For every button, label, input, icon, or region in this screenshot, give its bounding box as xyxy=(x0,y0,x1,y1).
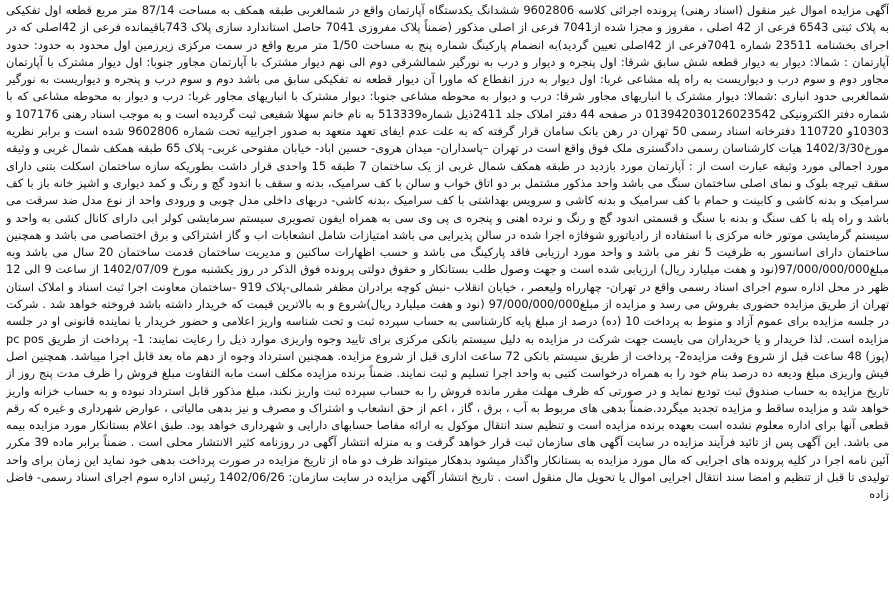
auction-notice-text: آگهی مزایده اموال غیر منقول (اسناد رهنی) پرونده اجرائی کلاسه 9602806 ششدانگ یکدستگاه آپارتمان واقع در شمالغربی طبقه همکف به مساحت 87/14 متر مربع قطعه اول تفکیکی به پلاک ثبتی 6543 فرعی از 42 اصلی ، مفروز و مجزا شده از7041 فرعی از اصلی مذکور (ضمناً پلاک مفروزی 7041 حاصل استاندارد سازی پلاک 743باقیمانده فرعی از 42اصلی که در اجرای بخشنامه 23511 شماره 7041فرعی از 42اصلی تعیین گردید)به انضمام پارکینگ شماره پنج به مساحت 1/50 متر مربع واقع در سمت مرکزی زیرزمین اول محدود به حدود: حدود آپارتمان : شمالا: دیوار به دیوار قطعه شش سابق شرقا: اول پنجره و دیوار و درب به نورگیر شمالشرقی دوم الی نهم دیوار مشترک با آپارتمان مجاور جنوبا: اول دیوار مشترک با آپارتمان مجاور دوم و سوم درب و دیواریست به راه پله مشاعی غربا: اول دیوار به درز انقطاع که ماورا آن دیوار قطعه نه تفکیکی سابق می باشد دوم و سوم درب و پنجره و دیواریست به نورگیر شمالغربی حدود انباری :شمالا: دیوار مشترک با انباریهای مجاور شرقا: درب و دیوار به محوطه مشاعی جنوبا: دیوار مشترک با انباریهای مجاور غربا: درب و دیوار به محوطه مشاعی که با شماره دفتر الکترونیکی 013942030126023542 در صفحه 44 دفتر املاک جلد 2411ذیل شماره513339 به نام خانم سهلا شفیعی ثبت گردیده است و به موجب اسناد رهنی 107176 و 10303و 110720 دفترخانه اسناد رسمی 50 تهران در رهن بانک سامان قرار گرفته که به علت عدم ایفای تعهد متعهد به صدور اجراییه تحت شماره 9602806 شده است و برابر نظریه مورخ1402/3/30 هیات کارشناسان رسمی دادگستری ملک فوق واقع است در تهران –پاسداران- میدان هروی- حسین اباد- خیابان مفتوحی غربی- پلاک 65 طبقه همکف شمال غربی و وثیقه مورد اجمالی مورد وثیقه عبارت است از : آپارتمان مورد بازدید در طبقه همکف شمال غربی از یک ساختمان 7 طبقه 15 واحدی قرار داشت بطوریکه سازه ساختمان اسکلت بتنی دارای سقف تیرچه بلوک و نمای اصلی ساختمان سنگ می باشد واحد مذکور مشتمل بر دو اتاق خواب و سالن با کف سرامیک، بدنه و سقف با اندود گچ و رنگ و کمد دیواری و اشپز خانه باز با کف سرامیک و بدنه کاشی و کابینت و حمام با کف سرامیک و بدنه کاشی و سرویس بهداشتی با کف سرامیک ،بدنه کاشی- دربهای داخلی مدل چوبی و ورودی واحد از نوع مدل ضد سرقت می باشد و راه پله با کف سنگ و بدنه با سنگ و قسمتی اندود گچ و رنگ و نرده اهنی و پنجره ی پی وی سی به همراه ایفون تصویری سیستم سرمایشی کولر ابی دارای کانال کشی به واحد و سیستم گرمایشی موتور خانه مرکزی با استفاده از رادیاتورو شوفاژه اجرا شده در سالن پذیرایی می باشد امتیازات شامل انشعابات اب و گاز اشتراکی و برق اختصاصی می باشد و همچنین ساختمان دارای اسانسور به ظرفیت 5 نفر می باشد و واحد مورد ارزیابی فاقد پارکینگ می باشد و حسب اظهارات ساکنین و مدیریت ساختمان قدمت ساختمان 20 سال می باشد وبه مبلغ97/000/000/000(نود و هفت میلیارد ریال) ارزیابی شده است و جهت وصول طلب بستانکار و حقوق دولتی پرونده فوق الذکر در روز یکشنبه مورخ 1402/07/09 از ساعت 9 الی 12 ظهر در محل اداره سوم اجرای اسناد رسمی واقع در تهران- چهارراه ولیعصر ، خیابان انقلاب -نبش کوچه برادران مظفر شمالی-پلاک 919 -ساختمان معاونت اجرا ثبت اسناد و املاک استان تهران از طریق مزایده حضوری بفروش می رسد و مزایده از مبلغ97/000/000/000 (نود و هفت میلیارد ریال)شروع و به بالاترین قیمت که خریدار داشته باشد فروخته خواهد شد . شرکت در جلسه مزایده برای عموم آزاد و منوط به پرداخت 10 (ده) درصد از مبلغ پایه کارشناسی به حساب سپرده ثبت و تحت شناسه واریز اعلامی و حضور خریدار یا نماینده قانونی او در جلسه مزایده است. لذا خریدار و یا خریداران می بایست جهت شرکت در مزایده به دلیل سیستم بانکی مرکزی برای تایید وجوه واریزی موارد ذیل را رعایت نمایند: 1- پرداخت از طریق pc pos (پوز) 48 ساعت قبل از شروع وقت مزایده2- پرداخت از طریق سیستم بانکی 72 ساعت اداری قبل از شروع مزایده. همچنین استرداد وجوه از دهم ماه بعد قابل اجرا میباشد. همچنین اصل فیش واریزی مبلغ ودیعه ده درصد بنام خود را به همراه درخواست کتبی به واحد اجرا تسلیم و ثبت نمایند. ضمناً برنده مزایده مکلف است مابه التفاوت مبلغ فروش را ظرف مدت پنج روز از تاریخ مزایده به حساب صندوق ثبت تودیع نماید و در صورتی که ظرف مهلت مقرر مانده فروش را به حساب سپرده ثبت واریز نکند، مبلغ مذکور قابل استرداد نبوده و به حساب خزانه واریز خواهد شد و مزایده ساقط و مزایده تجدید میگردد.ضمناً بدهی های مربوط به آب ، برق ، گاز ، اعم از حق انشعاب و اشتراک و مصرف و نیز بدهی مالیاتی ، عوارض شهرداری و غیره که رقم قطعی آنها برای اداره معلوم نشده است بعهده برنده مزایده است و تنظیم سند انتقال موکول به ارائه مفاصا حسابهای دارایی و شهرداری خواهد بود. طبق اعلام بستانکار مورد مزایده بیمه می باشد. این آگهی پس از تائید فرآیند مزایده در سایت آگهی های سازمان ثبت قرار خواهد گرفت و به منزله انتشار آگهی در روزنامه کثیر الانتشار محلی است . ضمناً برابر ماده 39 مکرر آئین نامه اجرا در کلیه پرونده های اجرایی که مال مورد مزایده به بستانکار واگذار میشود بدهکار میتواند ظرف دو ماه از تاریخ مزایده در صورت پرداخت بدهی خود نماید این زمان برای واحد تولیدی تا قبل از تنظیم و امضا سند انتقال اجرایی اموال یا تحویل مال منقول است . تاریخ انتشار آگهی مزایده در سایت سازمان: 1402/06/26 رئیس اداره سوم اجرای اسناد رسمی- فاضل زاده xyxy=(6,3,889,502)
